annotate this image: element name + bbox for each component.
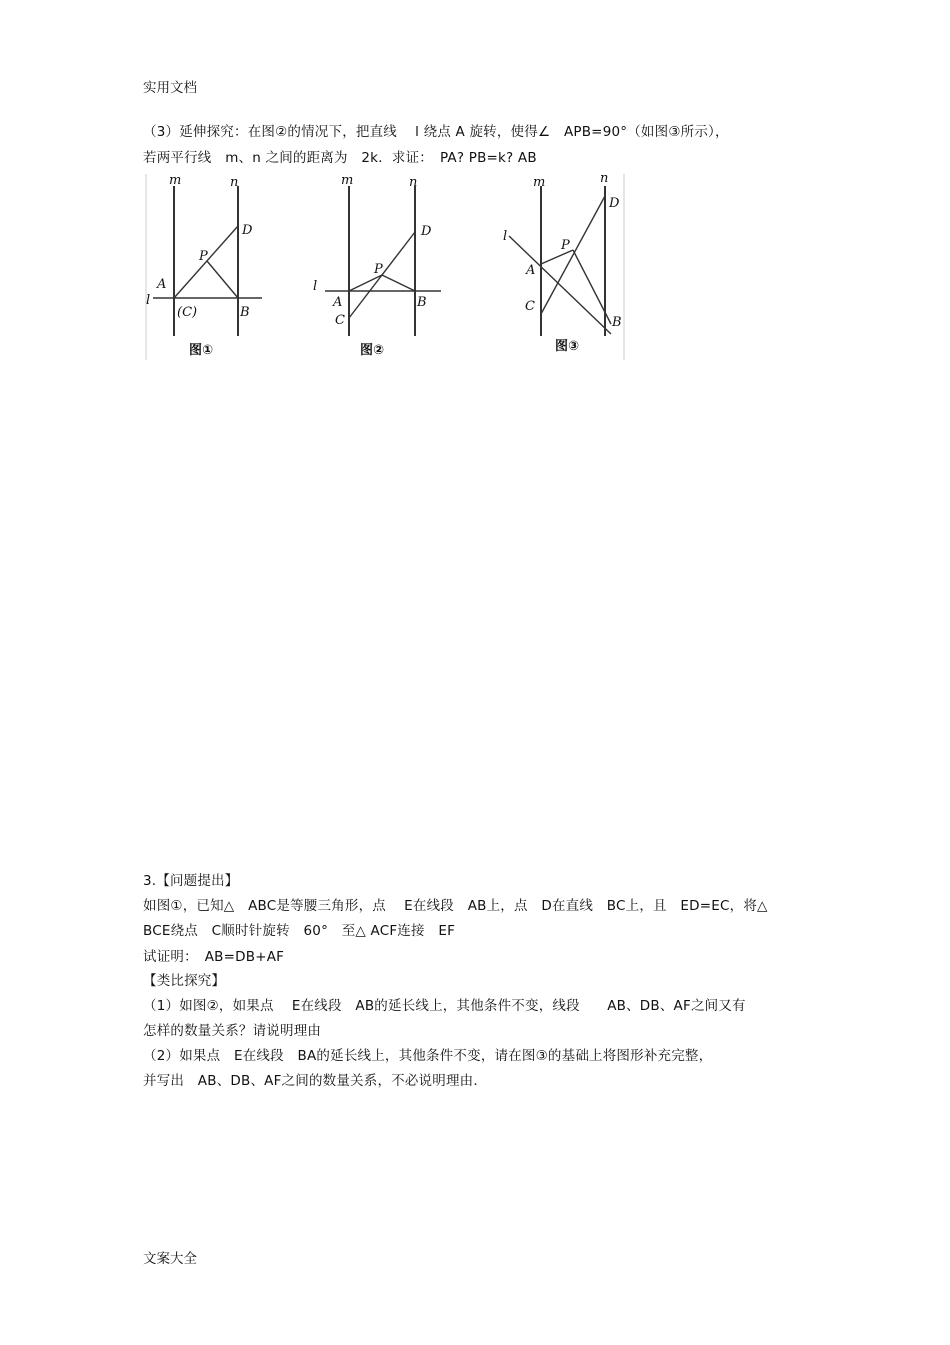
fig2-caption: 图② bbox=[360, 343, 385, 358]
figure-1 bbox=[146, 174, 262, 358]
figure-2 bbox=[313, 174, 441, 358]
fig3-caption: 图③ bbox=[555, 339, 580, 354]
problem3-line1: 如图①，已知△ ABC是等腰三角形，点 E在线段 AB上，点 D在直线 BC上，且 ED=EC，将△ bbox=[143, 898, 768, 914]
problem3-q2-line1: （2）如果点 E在线段 BA的延长线上，其他条件不变，请在图③的基础上将图形补充完整， bbox=[143, 1048, 713, 1064]
problem3-heading: 3.【问题提出】 bbox=[143, 873, 239, 889]
fig3-label-P: P bbox=[561, 238, 570, 253]
problem3-q1-line1: （1）如图②，如果点 E在线段 AB的延长线上，其他条件不变，线段 AB、DB、AF之间又有 bbox=[143, 998, 746, 1014]
problem3-line2: BCE绕点 C顺时针旋转 60° 至△ ACF连接 EF bbox=[143, 923, 456, 939]
fig3-label-A: A bbox=[526, 263, 536, 278]
figure-3 bbox=[503, 174, 622, 354]
problem2-line2: 若两平行线 m、n 之间的距离为 2k．求证： PA? PB=k? AB bbox=[143, 150, 537, 166]
fig2-label-l: l bbox=[313, 279, 318, 294]
fig3-label-D: D bbox=[609, 196, 620, 211]
fig1-label-P: P bbox=[199, 249, 208, 264]
fig1-label-m: m bbox=[169, 174, 182, 188]
fig3-label-n: n bbox=[600, 174, 609, 186]
problem3-section: 【类比探究】 bbox=[143, 973, 226, 989]
fig1-label-B: B bbox=[240, 305, 250, 320]
fig2-label-B: B bbox=[417, 295, 427, 310]
problem3-q2-line2: 并写出 AB、DB、AF之间的数量关系，不必说明理由. bbox=[143, 1073, 478, 1089]
geometry-figures-svg bbox=[145, 174, 625, 360]
fig2-label-P: P bbox=[374, 262, 383, 277]
fig2-label-A: A bbox=[333, 295, 343, 310]
fig1-label-l: l bbox=[146, 293, 151, 308]
fig1-label-C: (C) bbox=[177, 305, 198, 320]
fig1-label-A: A bbox=[157, 277, 167, 292]
page-header: 实用文档 bbox=[143, 80, 197, 96]
fig1-caption: 图① bbox=[189, 343, 214, 358]
fig3-label-C: C bbox=[525, 299, 535, 314]
page-footer: 文案大全 bbox=[143, 1251, 197, 1267]
fig3-label-m: m bbox=[533, 175, 546, 190]
fig2-label-C: C bbox=[335, 313, 345, 328]
problem3-q1-line2: 怎样的数量关系？请说明理由 bbox=[143, 1023, 322, 1039]
problem3-line3: 试证明： AB=DB+AF bbox=[143, 949, 285, 965]
geometry-figures bbox=[145, 174, 625, 360]
problem2-line1: （3）延伸探究：在图②的情况下，把直线 l 绕点 A 旋转，使得∠ APB=90°（如图③所示）， bbox=[143, 124, 729, 140]
fig3-label-B: B bbox=[612, 315, 622, 330]
fig1-label-n: n bbox=[230, 175, 239, 190]
fig2-label-D: D bbox=[421, 224, 432, 239]
fig3-label-l: l bbox=[503, 229, 508, 244]
fig1-label-D: D bbox=[242, 223, 253, 238]
fig2-label-m: m bbox=[341, 174, 354, 188]
fig2-label-n: n bbox=[409, 175, 418, 190]
